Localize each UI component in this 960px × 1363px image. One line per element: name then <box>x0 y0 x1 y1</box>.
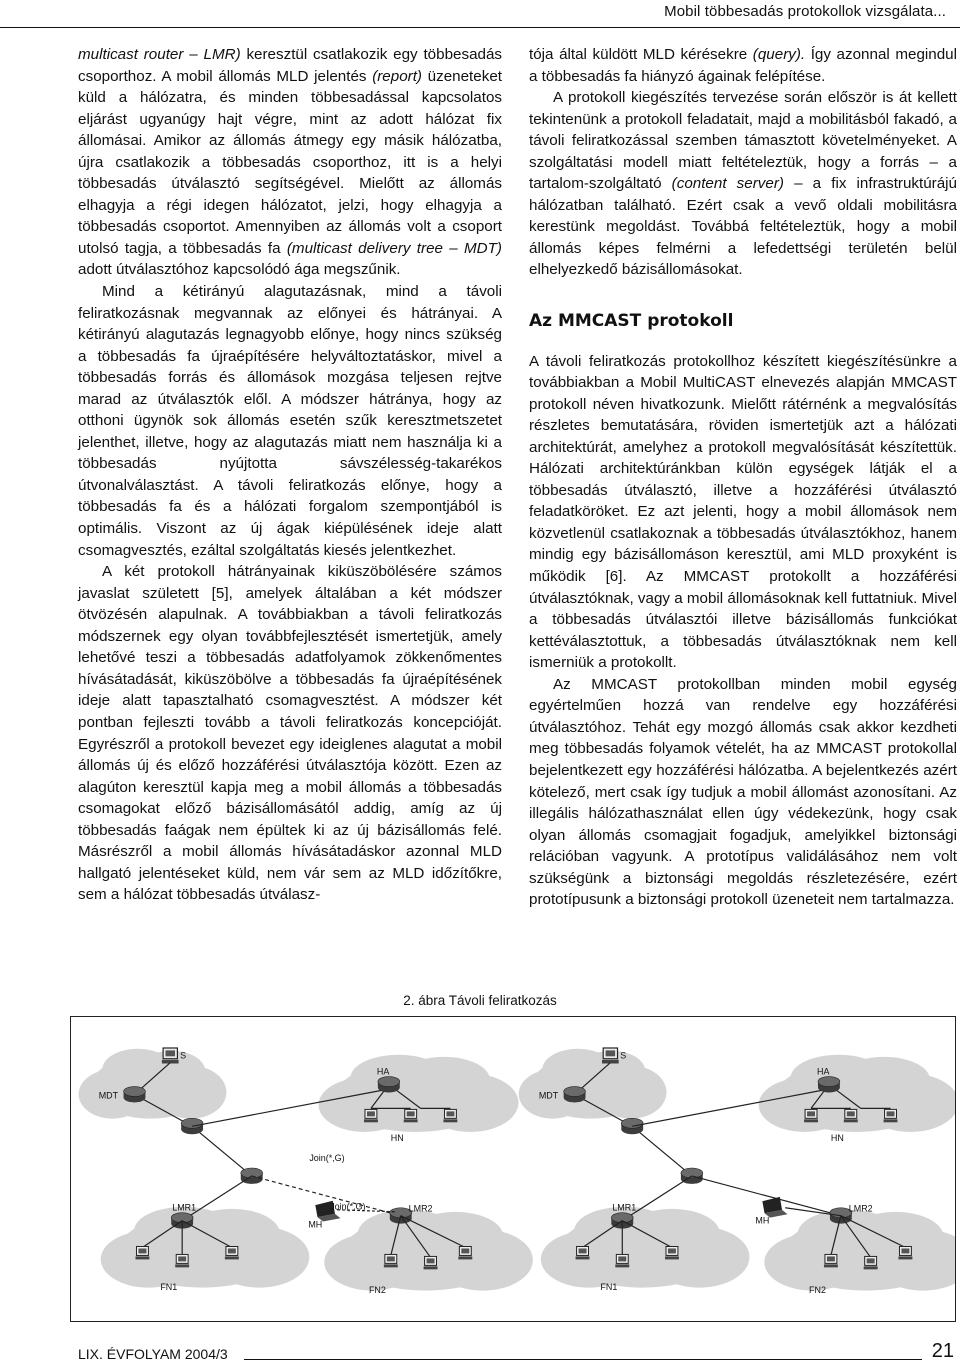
left-paragraph-1: multicast router – LMR) keresztül csatlakozik egy többesadás csoporthoz. A mobil állomás MLD jelentés (report) üzeneteket küld a hálózatra, és minden többesadással kapcsolatos eljárást ugyanúgy hajt végre, mint az adott hálózat fix állomásai. Amikor az állomás átmegy egy másik hálózatba, újra csatlakozik a többesadás csoporthoz, itt is a helyi többesadás útválasztó segítségével. Mielőtt az állomás elhagyja a régi idegen hálózatot, jelzi, hogy elhagyja a többesadás csoportot. Amennyiben az állomás volt a csoport utolsó tagja, a többesadás fa (multicast delivery tree – MDT) adott útválasztóhoz kapcsolódó ága megszűnik. <box>78 46 502 279</box>
fn2-host-icon <box>384 1254 398 1267</box>
home-host-icon <box>844 1109 858 1122</box>
right-body-paragraph-2: Az MMCAST protokollban minden mobil egység egyértelműen hozzá van rendelve egy hozzáférési útválasztóhoz. Tehát egy mozgó állomás csak akkor kezdheti meg többesadás folyamok vételét, ha az MMCAST protokollal bejelentkezett egy hozzáférési hálózatba. A bejelentkezés azért kötelező, mert csak így tudjuk a mobil állomást azonosítani. Az illegális hálózathasználat ellen úgy védekezünk, hogy csak olyan állomás csomagjait fogadjuk, amelyikkel biztonsági relációban vagyunk. A prototípus validálásához nem volt szükségünk a biztonsági megoldás részletezésére, ezért prototípusunk a biztonsági protokoll üzeneteit nem tartalmazza. <box>529 675 957 909</box>
source-cloud <box>79 1049 227 1119</box>
fn2-label: FN2 <box>809 1285 826 1296</box>
fn1-host-icon <box>135 1246 149 1259</box>
page-footer <box>78 1340 958 1362</box>
figure-caption: 2. ábra Távoli feliratkozás <box>403 993 557 1008</box>
home-host-icon <box>443 1109 457 1122</box>
home-host-icon <box>364 1109 378 1122</box>
fn1-label: FN1 <box>160 1282 178 1293</box>
lmr1-label: LMR1 <box>172 1202 197 1213</box>
diagram-before-handover <box>79 1048 533 1295</box>
right-body-paragraph-1: A távoli feliratkozás protokollhoz készített kiegészítésünkre a továbbiakban a Mobil MultiCAST elnevezés alapján MMCAST protokoll néven hivatkozunk. Mielőtt rátérnénk a megvalósítás részletes bemutatására, röviden ismertetjük azt a hálózati architektúrát, amelyhez a protokoll megvalósítását készítettük. Hálózati architektúránkban külön egységek látják el a többesadás útválasztó, illetve a hozzáférési útválasztó feladatköröket. Ez azt jelenti, hogy a mobil állomások nem közvetlenül csatlakoznak a többesadás útválasztókhoz, hanem mindig egy bázisállomáson keresztül, ami MLD proxyként is működik [6]. Az MMCAST protokollt a hozzáférési útválasztóknak, vagy a mobil állomásoknak kell futtatniuk. Mivel a többesadás útválasztói illetve bázisállomás funkciókat kettéválasztottuk, a többesadás útválasztóknak nem kell ismerniük a protokollt. <box>529 352 957 672</box>
footer-rule <box>244 1359 922 1360</box>
home-network-cloud <box>319 1055 519 1132</box>
page-number: 21 <box>931 1340 954 1362</box>
foreign-network-2-cloud <box>324 1210 533 1291</box>
network-diagram <box>71 1017 955 1321</box>
source-cloud <box>519 1049 667 1119</box>
fn1-host-icon <box>225 1246 239 1259</box>
fn1-host-icon <box>175 1254 189 1267</box>
fn2-host-icon <box>824 1254 838 1267</box>
fn2-host-icon <box>458 1246 472 1259</box>
link-line <box>192 1126 252 1176</box>
remote-subscription-figure <box>70 1016 956 1322</box>
home-host-icon <box>404 1109 418 1122</box>
right-intro-paragraph-1: tója által küldött MLD kérésekre (query). Így azonnal megindul a többesadás fa hiányzó ágainak felépítése. <box>529 46 957 85</box>
mobile-host-label: MH <box>755 1215 770 1226</box>
fn2-host-icon <box>864 1256 878 1269</box>
home-host-icon <box>884 1109 898 1122</box>
foreign-network-1-cloud <box>101 1207 310 1288</box>
right-column-intro <box>529 44 957 281</box>
diagram-after-handover <box>519 1048 955 1295</box>
home-network-label: HN <box>390 1133 404 1144</box>
lmr2-label: LMR2 <box>408 1203 433 1214</box>
lmr1-label: LMR1 <box>612 1202 637 1213</box>
fn2-label: FN2 <box>368 1285 386 1296</box>
right-column <box>529 44 957 911</box>
home-agent-router-icon <box>818 1077 840 1093</box>
home-agent-router-icon <box>378 1077 400 1093</box>
link-line <box>632 1126 692 1176</box>
fn1-host-icon <box>615 1254 629 1267</box>
fn2-host-icon <box>424 1256 438 1269</box>
foreign-network-1-cloud <box>541 1207 750 1288</box>
join-upper-label: Join(*,G) <box>309 1153 345 1164</box>
mdt-label: MDT <box>538 1090 559 1101</box>
fn1-host-icon <box>576 1246 590 1259</box>
fn2-host-icon <box>898 1246 912 1259</box>
source-label: S <box>620 1050 627 1061</box>
lmr2-label: LMR2 <box>848 1203 873 1214</box>
fn1-host-icon <box>665 1246 679 1259</box>
source-host-icon <box>602 1048 619 1063</box>
home-agent-label: HA <box>376 1066 390 1077</box>
left-paragraph-3: A két protokoll hátrányainak kiküszöbölésére számos javaslat született [5], amelyek általában a két módszer ötvözésén alapulnak. A továbbiakban a távoli feliratkozás módszernek egy olyan továbbfejlesztését ismertetjük, amely lehetővé teszi a többesadás adatfolyamok zökkenőmentes hívásátadását, kiküszöbölve a többesadás fa újraépítésének ideje alatt tapasztalható csomagvesztést. A módszer két pontban fejleszti tovább a távoli feliratkozás koncepcióját. Egyrészről a protokoll bevezet egy ideiglenes alagutat a mobil állomás új és előző hozzáférési útválasztója között. Ezen az alagúton keresztül kapja meg a mobil állomás a többesadás csomagokat előző bázisállomásától addig, amíg az új többesadás faágak nem épültek ki az új bázisállomás felé. Másrészről a mobil állomás hívásátadáskor azonnal MLD hallgató jelentéseket küld, nem vár sem az MLD időzítőkre, sem a hálózat többesadás útválasz- <box>78 563 502 904</box>
mobile-host-label: MH <box>308 1219 323 1230</box>
left-paragraph-2: Mind a kétirányú alagutazásnak, mind a távoli feliratkozásnak megvannak az előnyei és hátrányai. A kétirányú alagutazás legnagyobb előnye, hogy nincs szükség a többesadás fa újraépítésére helyváltoztatáskor, mivel a többesadás forrás és állomások mozgása teljesen rejtve marad az útválasztók elől. A módszer hátránya, hogy az otthoni ügynök sok állomás esetén szűk keresztmetszetet jelenthet, illetve, hogy az alagutazás miatt nem használja ki a többesadás nyújtotta sávszélesség-takarékos útvonalválasztást. A távoli feliratkozás előnye, hogy a többesadás fa és a hálózati forgalom szempontjából is optimális. Viszont az új ágak kiépülésének ideje alatt csomagvesztés, ezáltal szolgáltatás kiesés jelentkezhet. <box>78 283 502 559</box>
running-header <box>0 0 960 28</box>
right-column-body <box>529 351 957 911</box>
issue-label: LIX. ÉVFOLYAM 2004/3 <box>78 1346 228 1362</box>
home-network-label: HN <box>830 1133 844 1144</box>
mdt-router-icon <box>124 1087 146 1103</box>
left-column <box>78 44 502 906</box>
section-heading: Az MMCAST protokoll <box>529 311 734 332</box>
fn1-label: FN1 <box>600 1282 618 1293</box>
join-lower-label: Join(*,G) <box>330 1201 366 1212</box>
right-intro-paragraph-2: A protokoll kiegészítés tervezése során először is át kellett tekintenünk a protokoll feladatait, majd a mobilitásból fakadó, a távoli feliratkozással szemben támasztott követelményeket. A szolgáltatási modell miatt feltételeztük, hogy a forrás – a tartalom-szolgáltató (content server) – a fix infrastruktúrájú hálózatban található. Ezért csak a vevő oldali mobilitásra kerestünk megoldást. Továbbá feltételeztük, hogy a mobil állomás képes felmérni a lefedettségi területén belül elhelyezkedő bázisállomásokat. <box>529 89 957 279</box>
mdt-router-icon <box>564 1087 586 1103</box>
mdt-label: MDT <box>98 1090 119 1101</box>
source-label: S <box>180 1050 187 1061</box>
running-title: Mobil többesadás protokollok vizsgálata... <box>664 3 946 20</box>
home-agent-label: HA <box>816 1066 830 1077</box>
home-host-icon <box>804 1109 818 1122</box>
source-host-icon <box>162 1048 179 1063</box>
foreign-network-2-cloud <box>764 1210 955 1291</box>
